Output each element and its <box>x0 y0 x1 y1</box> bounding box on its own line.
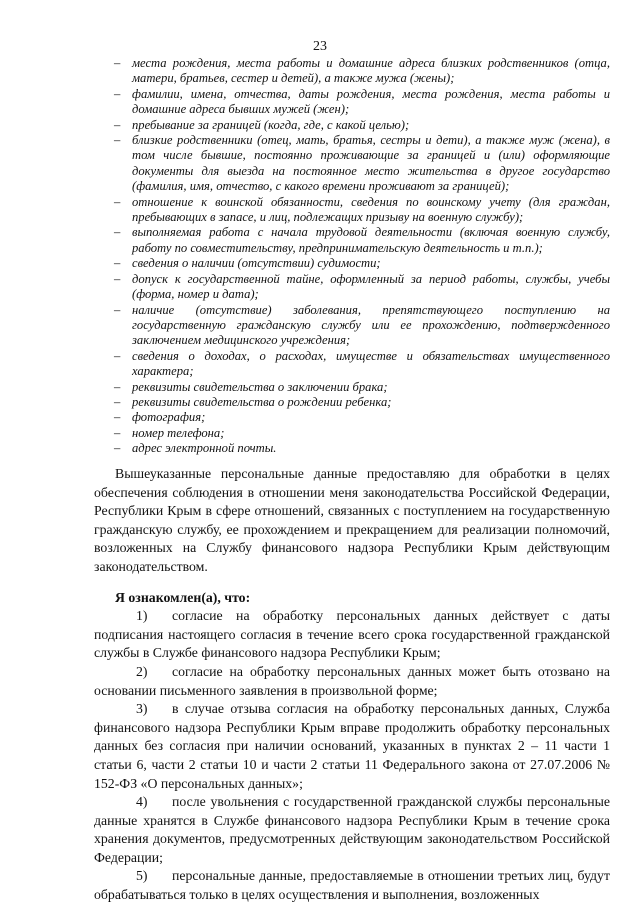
numbered-item <box>94 867 610 904</box>
list-item: – адрес электронной почты. <box>114 441 610 456</box>
list-item: – выполняемая работа с начала трудовой деятельности (включая военную службу, работу по совместительству, предпринимательскую деятельность и т.п.); <box>114 225 610 256</box>
list-item: – наличие (отсутствие) заболевания, препятствующего поступлению на государственную гражданскую службу или ее прохождению, подтвержденного заключением медицинского учреждения; <box>114 303 610 349</box>
item-number: 4) <box>136 794 148 810</box>
numbered-item <box>94 793 610 867</box>
numbered-item <box>94 700 610 793</box>
list-item: – фамилии, имена, отчества, даты рождения, места рождения, места работы и домашние адреса бывших мужей (жен); <box>114 87 610 118</box>
item-text: персональные данные, предоставляемые в отношении третьих лиц, будут обрабатываться только в целях осуществления и выполнения, возложенных <box>94 868 610 903</box>
item-text: согласие на обработку персональных данных может быть отозвано на основании письменного заявления в произвольной форме; <box>94 663 610 698</box>
list-item: – допуск к государственной тайне, оформленный за период работы, службы, учебы (форма, номер и дата); <box>114 272 610 303</box>
list-item: – реквизиты свидетельства о заключении брака; <box>114 380 610 395</box>
body-text <box>94 465 610 905</box>
numbered-item <box>94 607 610 663</box>
list-item: – отношение к воинской обязанности, сведения по воинскому учету (для граждан, пребывающих в запасе, и лиц, подлежащих призыву на военную службу); <box>114 195 610 226</box>
list-item: – пребывание за границей (когда, где, с какой целью); <box>114 118 610 133</box>
personal-data-list <box>114 56 610 457</box>
numbered-item <box>94 663 610 700</box>
acknowledgement-heading: Я ознакомлен(а), что: <box>115 589 251 605</box>
list-item: – сведения о наличии (отсутствии) судимости; <box>114 256 610 271</box>
list-item: – номер телефона; <box>114 426 610 441</box>
page-number: 23 <box>313 39 327 54</box>
list-item: – сведения о доходах, о расходах, имуществе и обязательствах имущественного характера; <box>114 349 610 380</box>
item-number: 1) <box>136 608 148 624</box>
list-item: – места рождения, места работы и домашние адреса близких родственников (отца, матери, братьев, сестер и детей), а также мужа (жены); <box>114 56 610 87</box>
list-item: – близкие родственники (отец, мать, братья, сестры и дети), а также муж (жена), в том числе бывшие, постоянно проживающие за границей и (или) оформляющие документы для выезда на постоянное место жительства в другое государство (фамилия, имя, отчество, с какого времени проживают за границей); <box>114 133 610 195</box>
item-text: согласие на обработку персональных данных действует с даты подписания настоящего согласия в течение всего срока государственной гражданской службы в Службе финансового надзора Республики Крым; <box>94 608 610 661</box>
item-number: 5) <box>136 868 148 884</box>
item-number: 2) <box>136 663 148 679</box>
item-text: в случае отзыва согласия на обработку персональных данных, Служба финансового надзора Республики Крым вправе продолжить обработку персональных данных без согласия при наличии оснований, указанных в пунктах 2 – 11 части 1 статьи 6, части 2 статьи 10 и части 2 статьи 11 Федерального закона от 27.07.2006 № 152-ФЗ «О персональных данных»; <box>94 701 610 791</box>
consent-paragraph: Вышеуказанные персональные данные предоставляю для обработки в целях обеспечения соблюдения в отношении меня законодательства Российской Федерации, Республики Крым в сфере отношений, связанных с поступлением на государственную гражданскую службу, ее прохождением и прекращением для реализации полномочий, возложенных на Службу финансового надзора Республики Крым действующим законодательством. <box>94 466 610 574</box>
list-item: – реквизиты свидетельства о рождении ребенка; <box>114 395 610 410</box>
item-number: 3) <box>136 701 148 717</box>
list-item: – фотография; <box>114 410 610 425</box>
item-text: после увольнения с государственной гражданской службы персональные данные хранятся в Службе финансового надзора Республики Крым в течение срока хранения документов, предусмотренных действующим законодательством Российской Федерации; <box>94 794 610 865</box>
